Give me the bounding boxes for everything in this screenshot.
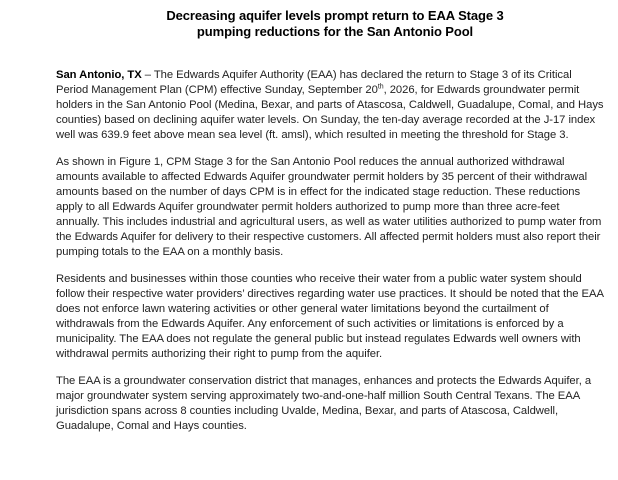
document-title <box>56 8 604 40</box>
paragraph-1-rest: , 2026, for Edwards groundwater permit holders in the San Antonio Pool (Medina, Bexar, and parts of Atascosa, Caldwell, Guadalupe, Comal, and Hays counties) based on declining aquifer water levels. On Sunday, the ten-day average recorded at the J-17 index well was 639.9 feet above mean sea level (ft. amsl), which resulted in meeting the threshold for Stage 3. <box>56 84 604 141</box>
paragraph-3: Residents and businesses within those counties who receive their water from a public water system should follow their respective water providers’ directives regarding water use practices. It should be noted that the EAA does not enforce lawn watering activities or other general water limitations beyond the curtailment of withdrawals from the Edwards Aquifer. Any enforcement of such activities or limitations is enforced by a municipality. The EAA does not regulate the general public but instead regulates Edwards well owners with withdrawal permits authorizing their right to pump from the aquifer. <box>56 273 604 360</box>
date-ordinal-suffix: th <box>377 83 384 91</box>
title-line-1: Decreasing aquifer levels prompt return to EAA Stage 3 <box>166 8 504 23</box>
paragraph-2: As shown in Figure 1, CPM Stage 3 for the San Antonio Pool reduces the annual authorized withdrawal amounts available to affected Edwards Aquifer groundwater permit holders by 35 percent of their withdrawal amounts based on the number of days CPM is in effect for the indicated stage reduction. These reductions apply to all Edwards Aquifer groundwater permit holders authorized to pump more than three acre-feet annually. This includes industrial and agricultural users, as well as water utilities authorized to pump water from the Edwards Aquifer for delivery to their respective customers. All affected permit holders must also report their pumping totals to the EAA on a monthly basis. <box>56 156 602 258</box>
paragraph-1-lead: – The Edwards Aquifer Authority (EAA) has declared the return to Stage 3 of its Critical Period Management Plan (CPM) effective Sunday, September 20 <box>56 69 572 96</box>
paragraph-4: The EAA is a groundwater conservation district that manages, enhances and protects the Edwards Aquifer, a major groundwater system serving approximately two-and-one-half million South Central Texans. The EAA jurisdiction spans across 8 counties including Uvalde, Medina, Bexar, and parts of Atascosa, Caldwell, Guadalupe, Comal and Hays counties. <box>56 375 592 432</box>
dateline: San Antonio, TX <box>56 69 142 81</box>
paragraph-1 <box>56 68 604 143</box>
title-line-2: pumping reductions for the San Antonio Pool <box>196 24 474 39</box>
